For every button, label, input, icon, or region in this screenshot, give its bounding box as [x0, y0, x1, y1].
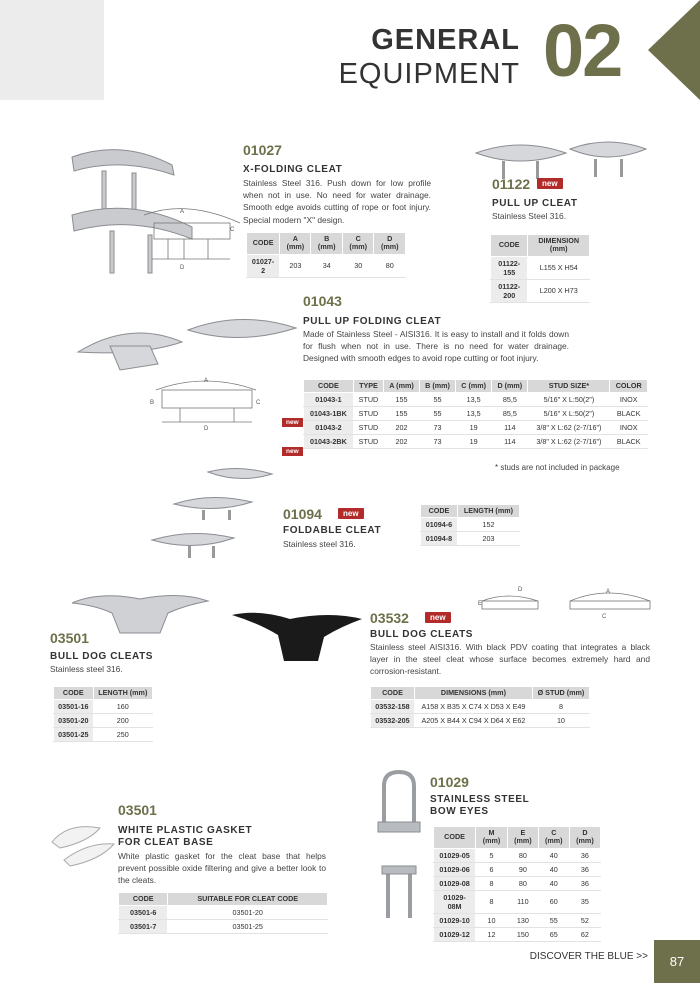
svg-text:A: A — [606, 589, 611, 595]
cell: 01029-08 — [434, 876, 476, 890]
col-color: COLOR — [610, 380, 648, 393]
table-row — [434, 862, 601, 876]
cell: 13,5 — [456, 407, 492, 421]
spec-table-03501 — [53, 686, 153, 742]
cell: 10 — [476, 913, 508, 927]
col-stud-size: STUD SIZE* — [528, 380, 610, 393]
product-title-03532: BULL DOG CLEATS — [370, 629, 474, 640]
col-m: M (mm) — [476, 827, 508, 849]
cell: 01043-1BK — [304, 407, 354, 421]
section-number: 02 — [543, 9, 622, 92]
product-title-01122: PULL UP CLEAT — [492, 198, 578, 209]
svg-text:C: C — [256, 400, 261, 406]
cell: 01043-1 — [304, 393, 354, 407]
cell: STUD — [353, 393, 383, 407]
table-header-row — [371, 687, 590, 700]
cell: 65 — [538, 927, 569, 941]
bow-eye-image — [372, 768, 427, 928]
cell: 202 — [384, 435, 420, 449]
table-row — [304, 435, 648, 449]
cell: 80 — [507, 876, 538, 890]
cell: 03501-25 — [54, 728, 94, 742]
product-desc-03501: Stainless steel 316. — [50, 664, 123, 674]
cell: BLACK — [610, 407, 648, 421]
cell: 03501-25 — [168, 920, 328, 934]
plastic-gasket-image — [48, 820, 118, 870]
new-badge: new — [425, 612, 451, 623]
col-code: CODE — [434, 827, 476, 849]
bull-dog-cleat-image — [70, 585, 210, 640]
cell: 03501-20 — [168, 906, 328, 920]
cell: 01029-10 — [434, 913, 476, 927]
bull-dog-diagram-image — [478, 585, 653, 620]
col-code: CODE — [304, 380, 354, 393]
cell: 155 — [384, 393, 420, 407]
cell: 19 — [456, 435, 492, 449]
cell: 6 — [476, 862, 508, 876]
table-row — [304, 407, 648, 421]
cell: 114 — [492, 435, 528, 449]
corner-block — [0, 0, 104, 100]
col-length: LENGTH (mm) — [93, 687, 152, 700]
cell: 01122-155 — [491, 256, 528, 279]
x-folding-cleat-image — [62, 135, 242, 275]
cell: 5 — [476, 848, 508, 862]
table-header-row — [119, 893, 328, 906]
cell: 01094-6 — [421, 518, 458, 532]
product-code-03532: 03532 — [370, 610, 409, 626]
new-badge: new — [338, 508, 364, 519]
cell: 35 — [569, 890, 600, 913]
cell: 03501-6 — [119, 906, 168, 920]
table-row — [304, 421, 648, 435]
cell: 114 — [492, 421, 528, 435]
cell: 202 — [384, 421, 420, 435]
product-code-01094: 01094 — [283, 506, 322, 522]
col-code: CODE — [421, 505, 458, 518]
new-tag-row2: new — [282, 418, 303, 427]
product-desc-01122: Stainless Steel 316. — [492, 211, 567, 221]
cell: 19 — [456, 421, 492, 435]
cell: INOX — [610, 393, 648, 407]
col-d: D (mm) — [569, 827, 600, 849]
cell: 80 — [374, 254, 406, 277]
spec-table-01122 — [490, 234, 590, 303]
table-row — [247, 254, 406, 277]
cell: 150 — [507, 927, 538, 941]
product-code-01043: 01043 — [303, 293, 342, 309]
cell: 40 — [538, 862, 569, 876]
cell: 40 — [538, 848, 569, 862]
table-header-row — [304, 380, 648, 393]
cell: 55 — [419, 393, 455, 407]
pull-up-folding-cleat-image — [70, 312, 300, 437]
cell: 200 — [93, 714, 152, 728]
spec-table-03532 — [370, 686, 590, 728]
cell: 55 — [419, 407, 455, 421]
cell: 60 — [538, 890, 569, 913]
cell: 36 — [569, 876, 600, 890]
cell: A158 X B35 X C74 X D53 X E49 — [414, 700, 532, 714]
cell: 30 — [342, 254, 374, 277]
cell: 01122-200 — [491, 279, 528, 302]
cell: STUD — [353, 421, 383, 435]
spec-table-01027 — [246, 232, 406, 278]
col-c: C (mm) — [456, 380, 492, 393]
cell: 03501-7 — [119, 920, 168, 934]
svg-text:A: A — [180, 209, 185, 215]
table-header-row — [491, 235, 590, 257]
cell: 80 — [507, 848, 538, 862]
table-row — [434, 876, 601, 890]
product-desc-01027: Stainless Steel 316. Push down for low profile when not in use. No need for water drainage. Smooth edge avoids cutting of rope or foot injury. Special modern "X" design. — [243, 178, 431, 225]
product-code-03501-gasket: 03501 — [118, 802, 157, 818]
product-title-gasket: WHITE PLASTIC GASKET FOR CLEAT BASE — [118, 825, 253, 848]
table-row — [491, 279, 590, 302]
product-desc-01043: Made of Stainless Steel - AISI316. It is easy to install and it folds down for flush when not in use. There is no need for water drainage. Designed with smooth edges to avoid rope cutting or foot injury. — [303, 329, 569, 364]
svg-text:A: A — [204, 378, 209, 384]
cell: 03532-205 — [371, 714, 415, 728]
cell: 10 — [532, 714, 589, 728]
cell: 40 — [538, 876, 569, 890]
cell: 3/8" X L:62 (2-7/16") — [528, 421, 610, 435]
col-code: CODE — [119, 893, 168, 906]
cell: 36 — [569, 862, 600, 876]
product-code-01029: 01029 — [430, 774, 469, 790]
col-dimensions: DIMENSIONS (mm) — [414, 687, 532, 700]
product-desc-01094: Stainless steel 316. — [283, 539, 356, 549]
cell: 03501-20 — [54, 714, 94, 728]
cell: 01029-12 — [434, 927, 476, 941]
cell: 01043-2 — [304, 421, 354, 435]
table-header-row — [434, 827, 601, 849]
col-c: C (mm) — [342, 233, 374, 255]
black-bull-dog-cleat-image — [230, 605, 365, 665]
cell: 01029-06 — [434, 862, 476, 876]
footnote: * studs are not included in package — [495, 463, 620, 472]
cell: 01027-2 — [247, 254, 280, 277]
cell: 73 — [419, 435, 455, 449]
cell: 03501-16 — [54, 700, 94, 714]
col-b: B (mm) — [419, 380, 455, 393]
cell: 01094-8 — [421, 532, 458, 546]
svg-text:D: D — [518, 587, 523, 593]
cell: 203 — [457, 532, 519, 546]
col-type: TYPE — [353, 380, 383, 393]
spec-table-01043 — [303, 379, 648, 449]
product-title-01027: X-FOLDING CLEAT — [243, 164, 343, 175]
table-row — [434, 890, 601, 913]
table-header-row — [421, 505, 520, 518]
table-row — [54, 714, 153, 728]
col-code: CODE — [371, 687, 415, 700]
svg-text:D: D — [204, 426, 209, 432]
cell: 155 — [384, 407, 420, 421]
product-title-01094: FOLDABLE CLEAT — [283, 525, 382, 536]
product-code-01122: 01122 — [492, 176, 531, 192]
table-row — [304, 393, 648, 407]
col-a: A (mm) — [280, 233, 311, 255]
col-a: A (mm) — [384, 380, 420, 393]
col-dimension: DIMENSION (mm) — [528, 235, 590, 257]
col-code: CODE — [54, 687, 94, 700]
header-triangle-icon — [648, 0, 700, 100]
cell: STUD — [353, 407, 383, 421]
svg-text:E: E — [478, 601, 483, 607]
col-length: LENGTH (mm) — [457, 505, 519, 518]
col-d: D (mm) — [374, 233, 406, 255]
product-title-01029: STAINLESS STEEL BOW EYES — [430, 794, 530, 817]
new-tag-row4: new — [282, 447, 303, 456]
svg-text:D: D — [180, 265, 185, 271]
cell: A205 X B44 X C94 X D64 X E62 — [414, 714, 532, 728]
svg-text:C: C — [230, 227, 235, 233]
table-row — [434, 927, 601, 941]
page-number: 87 — [654, 940, 700, 983]
cell: 34 — [311, 254, 343, 277]
table-row — [434, 848, 601, 862]
table-row — [421, 518, 520, 532]
table-row — [371, 700, 590, 714]
cell: 13,5 — [456, 393, 492, 407]
cell: 03532-158 — [371, 700, 415, 714]
cell: INOX — [610, 421, 648, 435]
cell: 110 — [507, 890, 538, 913]
cell: L155 X H54 — [528, 256, 590, 279]
svg-text:B: B — [150, 400, 155, 406]
cell: 52 — [569, 913, 600, 927]
cell: 203 — [280, 254, 311, 277]
cell: 8 — [532, 700, 589, 714]
spec-table-gasket — [118, 892, 328, 934]
cell: 8 — [476, 876, 508, 890]
cell: 160 — [93, 700, 152, 714]
cell: 73 — [419, 421, 455, 435]
cell: 55 — [538, 913, 569, 927]
svg-text:C: C — [602, 614, 607, 620]
cell: 250 — [93, 728, 152, 742]
cell: 01029-08M — [434, 890, 476, 913]
cell: 152 — [457, 518, 519, 532]
table-row — [119, 920, 328, 934]
cell: 85,5 — [492, 393, 528, 407]
page-title-bold: GENERAL — [371, 24, 520, 56]
cell: 01029-05 — [434, 848, 476, 862]
cell: L200 X H73 — [528, 279, 590, 302]
cell: 12 — [476, 927, 508, 941]
table-row — [119, 906, 328, 920]
col-stud: Ø STUD (mm) — [532, 687, 589, 700]
cell: 62 — [569, 927, 600, 941]
cell: 36 — [569, 848, 600, 862]
table-row — [54, 700, 153, 714]
cell: BLACK — [610, 435, 648, 449]
table-row — [421, 532, 520, 546]
new-badge: new — [537, 178, 563, 189]
cell: 8 — [476, 890, 508, 913]
table-row — [491, 256, 590, 279]
table-row — [434, 913, 601, 927]
cell: 90 — [507, 862, 538, 876]
col-d: D (mm) — [492, 380, 528, 393]
foldable-cleat-image — [148, 466, 278, 561]
product-title-03501: BULL DOG CLEATS — [50, 651, 154, 662]
product-code-01027: 01027 — [243, 142, 282, 158]
col-code: CODE — [491, 235, 528, 257]
col-b: B (mm) — [311, 233, 343, 255]
col-e: E (mm) — [507, 827, 538, 849]
cell: 5/16" X L:50(2") — [528, 393, 610, 407]
cell: 5/16" X L:50(2") — [528, 407, 610, 421]
product-desc-03532: Stainless steel AISI316. With black PDV coating that integrates a black layer in the steel cleat whose surface becomes extremely hard and corrosion-resistant. — [370, 642, 650, 677]
col-c: C (mm) — [538, 827, 569, 849]
table-row — [54, 728, 153, 742]
cell: 01043-2BK — [304, 435, 354, 449]
cell: STUD — [353, 435, 383, 449]
spec-table-01094 — [420, 504, 520, 546]
product-title-01043: PULL UP FOLDING CLEAT — [303, 316, 442, 327]
product-code-03501: 03501 — [50, 630, 89, 646]
product-desc-gasket: White plastic gasket for the cleat base that helps prevent possible oxide filtering and give a better look to the cleats. — [118, 851, 326, 886]
table-header-row — [54, 687, 153, 700]
cell: 3/8" X L:62 (2-7/16") — [528, 435, 610, 449]
col-suitable: SUITABLE FOR CLEAT CODE — [168, 893, 328, 906]
table-header-row — [247, 233, 406, 255]
cell: 85,5 — [492, 407, 528, 421]
page-title-light: EQUIPMENT — [338, 58, 520, 90]
cell: 130 — [507, 913, 538, 927]
spec-table-01029 — [433, 826, 601, 942]
col-code: CODE — [247, 233, 280, 255]
footer-tagline: DISCOVER THE BLUE >> — [529, 951, 648, 962]
table-row — [371, 714, 590, 728]
